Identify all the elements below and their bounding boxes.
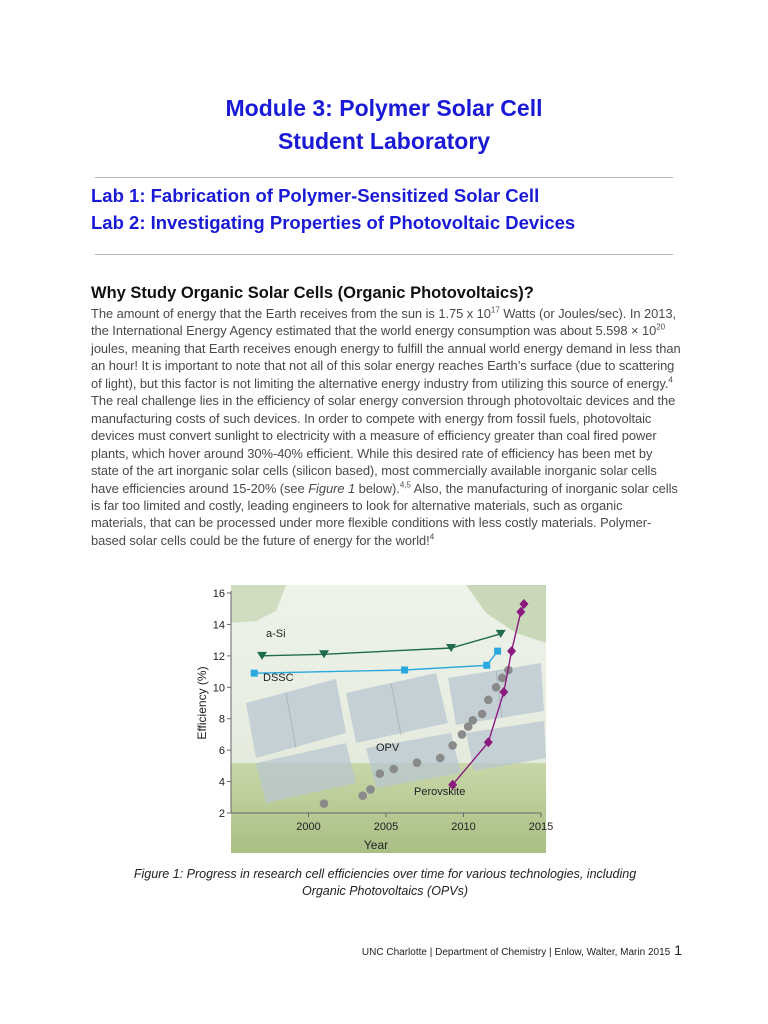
top-divider	[95, 177, 673, 178]
y-axis-label: Efficiency (%)	[195, 666, 209, 740]
x-tick-label: 2005	[373, 821, 399, 833]
x-tick-label: 2000	[296, 821, 321, 833]
opv-point	[389, 765, 398, 774]
opv-point	[358, 791, 367, 800]
perovskite-series-label: Perovskite	[414, 786, 466, 798]
paragraph-text: Also, the manufacturing of inorganic solar cells is far too limited and costly, leading engineers to look for alternative materials, such as organic materials, that can be processed under more flexible conditions with less costly materials. Polymer-based solar cells could be the future of energy for the world!	[91, 480, 678, 548]
page-number: 1	[674, 942, 682, 958]
footer-text: UNC Charlotte | Department of Chemistry | Enlow, Walter, Marin 2015	[361, 947, 671, 958]
y-tick-label: 8	[218, 713, 225, 726]
opv-point	[376, 769, 385, 778]
citation: 4,5	[399, 480, 411, 490]
y-tick-label: 10	[212, 682, 225, 695]
opv-point	[478, 710, 487, 719]
superscript: 20	[656, 323, 666, 333]
opv-point	[458, 730, 467, 739]
efficiency-chart	[186, 583, 554, 853]
paragraph-text: Watts (or Joules/sec). In 2013, the International Energy Agency estimated that the world energy consumption was about 5.598 × 10	[91, 306, 677, 339]
paragraph-text: joules, meaning that Earth receives enough energy to fulfill the annual world energy demand in less than an hour! It is important to note that not all of this solar energy reaches Earth’s surface (due to scattering of light), but this factor is not limiting the alternative energy industry from utilizing this source of energy.	[91, 340, 681, 391]
lab2-title: Lab 2: Investigating Properties of Photovoltaic Devices	[91, 212, 576, 233]
dssc-point	[494, 648, 501, 655]
y-tick-label: 4	[218, 776, 225, 789]
x-tick-label: 2010	[451, 821, 476, 833]
page-footer	[362, 942, 682, 958]
intro-paragraph	[91, 305, 681, 549]
module-title: Module 3: Polymer Solar Cell	[225, 95, 543, 121]
dssc-point	[483, 662, 490, 669]
figure-reference: Figure 1	[308, 480, 356, 496]
paragraph-text: The amount of energy that the Earth receives from the sun is 1.75 x 10	[91, 306, 491, 321]
opv-point	[413, 758, 422, 767]
dssc-point	[251, 670, 258, 677]
caption-text-line2: Organic Photovoltaics (OPVs)	[301, 884, 469, 898]
paragraph-text: The real challenge lies in the efficiency of solar energy conversion through photovoltaic devices and the manufacturing costs of such devices. In order to compete with energy from fossil fuels, photovoltaic devices must convert sunlight to electricity with a measure of efficiency greater than coal fired power plants, which hover around 30%-40% efficient. While this desired rate of efficiency has been met by state of the art inorganic solar cells (silicon based), most commercially available inorganic solar cells have efficiencies around 15-20% (see	[91, 393, 676, 496]
y-tick-label: 16	[212, 588, 225, 600]
module-subtitle: Student Laboratory	[277, 128, 491, 154]
opv-point	[448, 741, 457, 750]
y-tick-label: 2	[218, 808, 225, 820]
paragraph-text: below).	[355, 480, 400, 496]
opv-point	[436, 754, 445, 763]
superscript: 17	[490, 305, 500, 315]
caption-text: : Progress in research cell efficiencies over time for various technologies, including	[179, 867, 637, 881]
section-heading: Why Study Organic Solar Cells (Organic Photovoltaics)?	[91, 284, 534, 302]
a-si-series-label: a-Si	[266, 628, 286, 640]
dssc-point	[401, 667, 408, 674]
opv-point	[320, 799, 329, 808]
opv-point	[366, 785, 375, 794]
opv-point	[484, 696, 493, 705]
y-tick-label: 14	[212, 619, 225, 632]
dssc-series-label: DSSC	[263, 672, 294, 684]
opv-series-label: OPV	[376, 742, 400, 754]
opv-point	[492, 683, 501, 692]
bottom-divider	[95, 254, 673, 255]
opv-point	[469, 716, 478, 725]
y-tick-label: 6	[218, 745, 225, 758]
caption-label: Figure 1	[133, 867, 180, 881]
x-tick-label: 2015	[528, 821, 554, 833]
lab1-title: Lab 1: Fabrication of Polymer-Sensitized Solar Cell	[91, 185, 540, 206]
y-tick-label: 12	[212, 650, 225, 663]
citation: 4	[429, 532, 435, 542]
x-axis-label: Year	[363, 838, 389, 852]
citation: 4	[668, 375, 673, 385]
figure-caption	[90, 866, 680, 900]
